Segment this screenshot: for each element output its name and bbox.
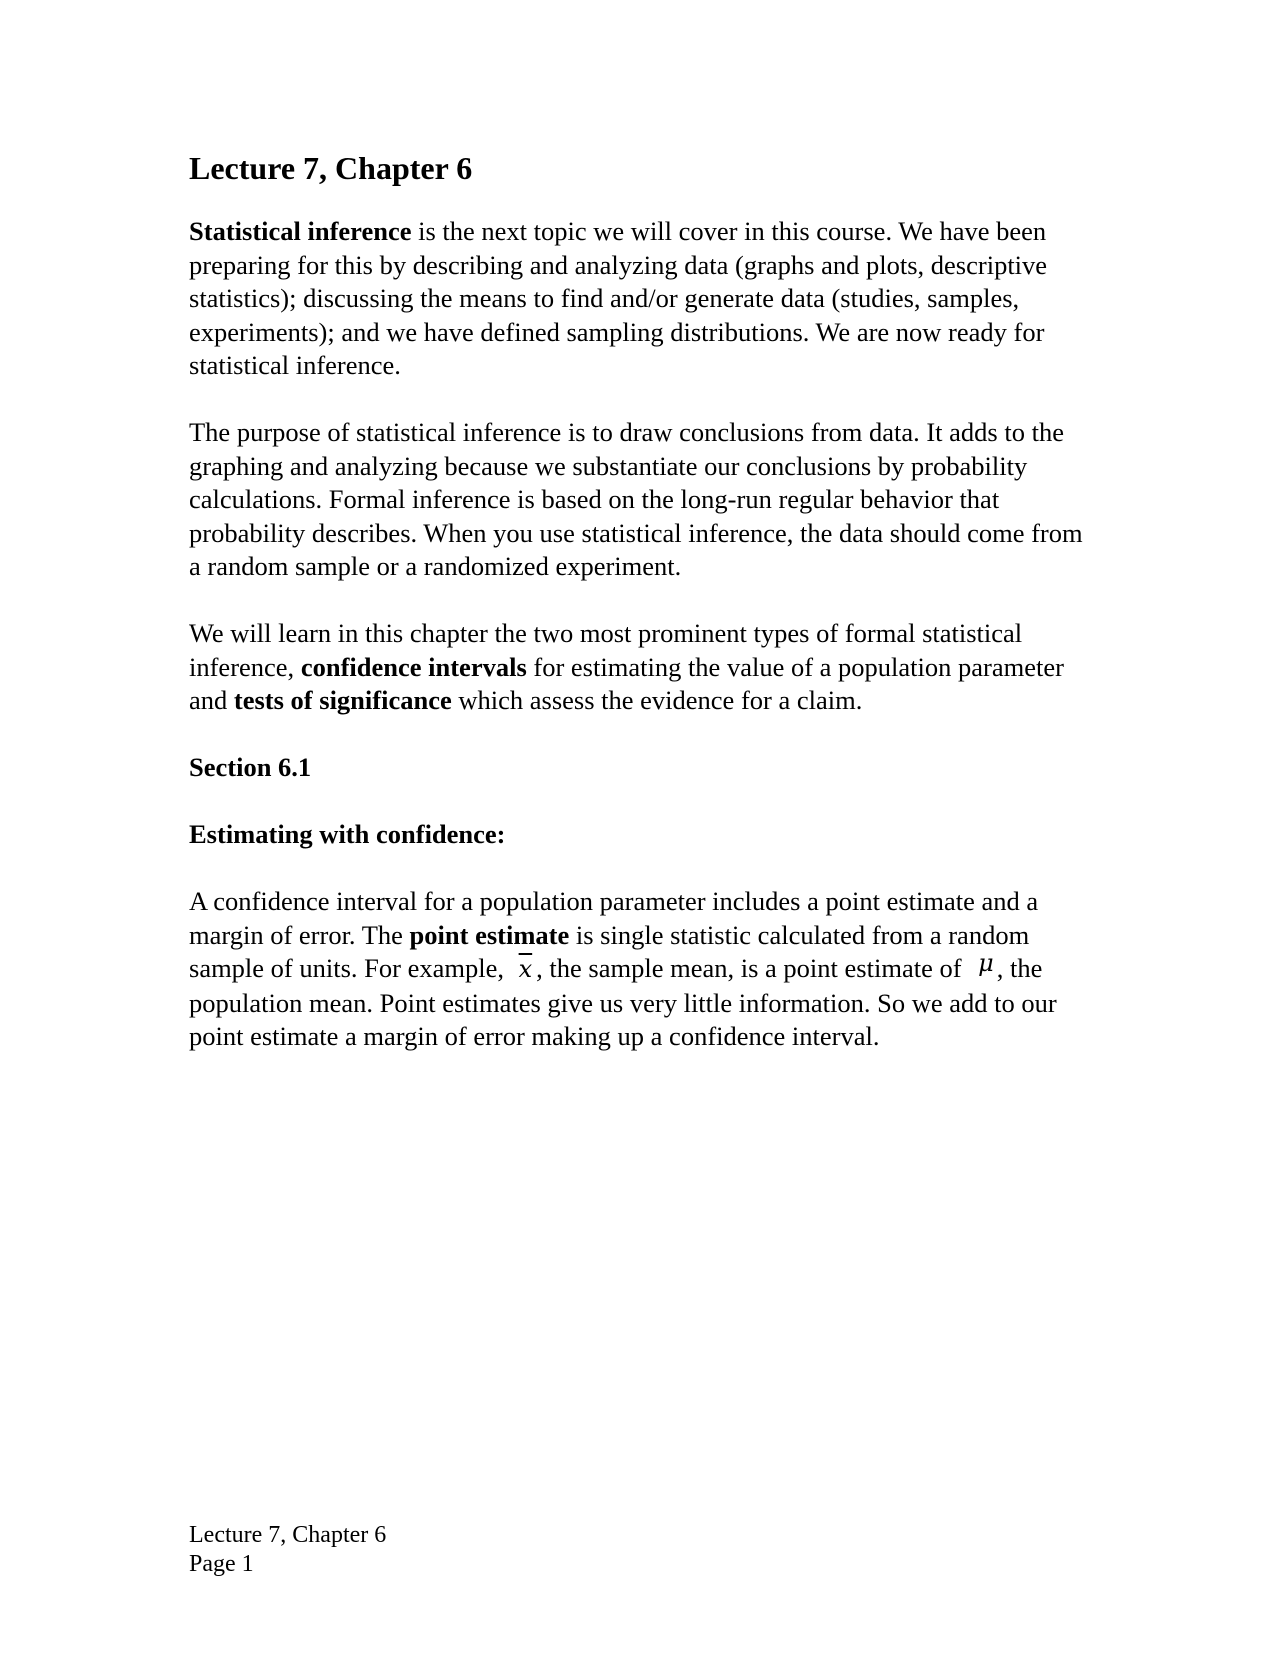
paragraph-text: is single statistic calculated from a random sample of units. For example, xyxy=(189,919,1030,983)
term-point-estimate: point estimate xyxy=(409,919,570,950)
term-tests-of-significance: tests of significance xyxy=(233,685,452,715)
paragraph-text: is the next topic we will cover in this course. We have been preparing for this by describing and analyzing data (graphs and plots, descriptive statistics); discussing the means to find and/or generate data (studies, samples, experiments); and we have defined sampling distributions. We are now ready for statistical inference. xyxy=(189,216,1048,380)
footer-page-number: Page 1 xyxy=(189,1551,254,1577)
paragraph-text: We will learn in this chapter the two most prominent types of formal statistical inference, xyxy=(189,618,1023,682)
page-content xyxy=(189,148,1094,1087)
paragraph-types-of-inference xyxy=(189,617,1094,718)
paragraph-text: The purpose of statistical inference is to draw conclusions from data. It adds to the graphing and analyzing because we substantiate our conclusions by probability calculations. Formal inference is based on the long-run regular behavior that probability describes. When you use statistical inference, the data should come from a random sample or a randomized experiment. xyxy=(189,417,1083,581)
paragraph-text: which assess the evidence for a claim. xyxy=(451,685,863,715)
paragraph-statistical-inference xyxy=(189,215,1094,383)
term-statistical-inference: Statistical inference xyxy=(189,216,412,246)
footer-title: Lecture 7, Chapter 6 xyxy=(189,1522,387,1548)
subsection-heading: Estimating with confidence: xyxy=(189,819,506,849)
paragraph-text: for estimating the value of a population parameter and xyxy=(189,651,1064,715)
paragraph-confidence-interval xyxy=(189,885,1094,1054)
paragraph-text: , the population mean. Point estimates give us very little information. So we add to our point estimate a margin of error making up a confidence interval. xyxy=(189,953,1057,1051)
paragraph-text: A confidence interval for a population parameter includes a point estimate and a margin of error. The xyxy=(189,886,1039,950)
paragraph-purpose xyxy=(189,416,1094,584)
section-heading: Section 6.1 xyxy=(189,752,312,782)
term-confidence-intervals: confidence intervals xyxy=(300,651,527,682)
page-title: Lecture 7, Chapter 6 xyxy=(189,150,473,186)
x-bar-symbol: $\overline{x}$ xyxy=(518,955,533,983)
page-footer xyxy=(189,1521,386,1579)
mu-symbol: μ xyxy=(978,949,994,977)
paragraph-text: , the sample mean, is a point estimate of xyxy=(536,953,969,983)
